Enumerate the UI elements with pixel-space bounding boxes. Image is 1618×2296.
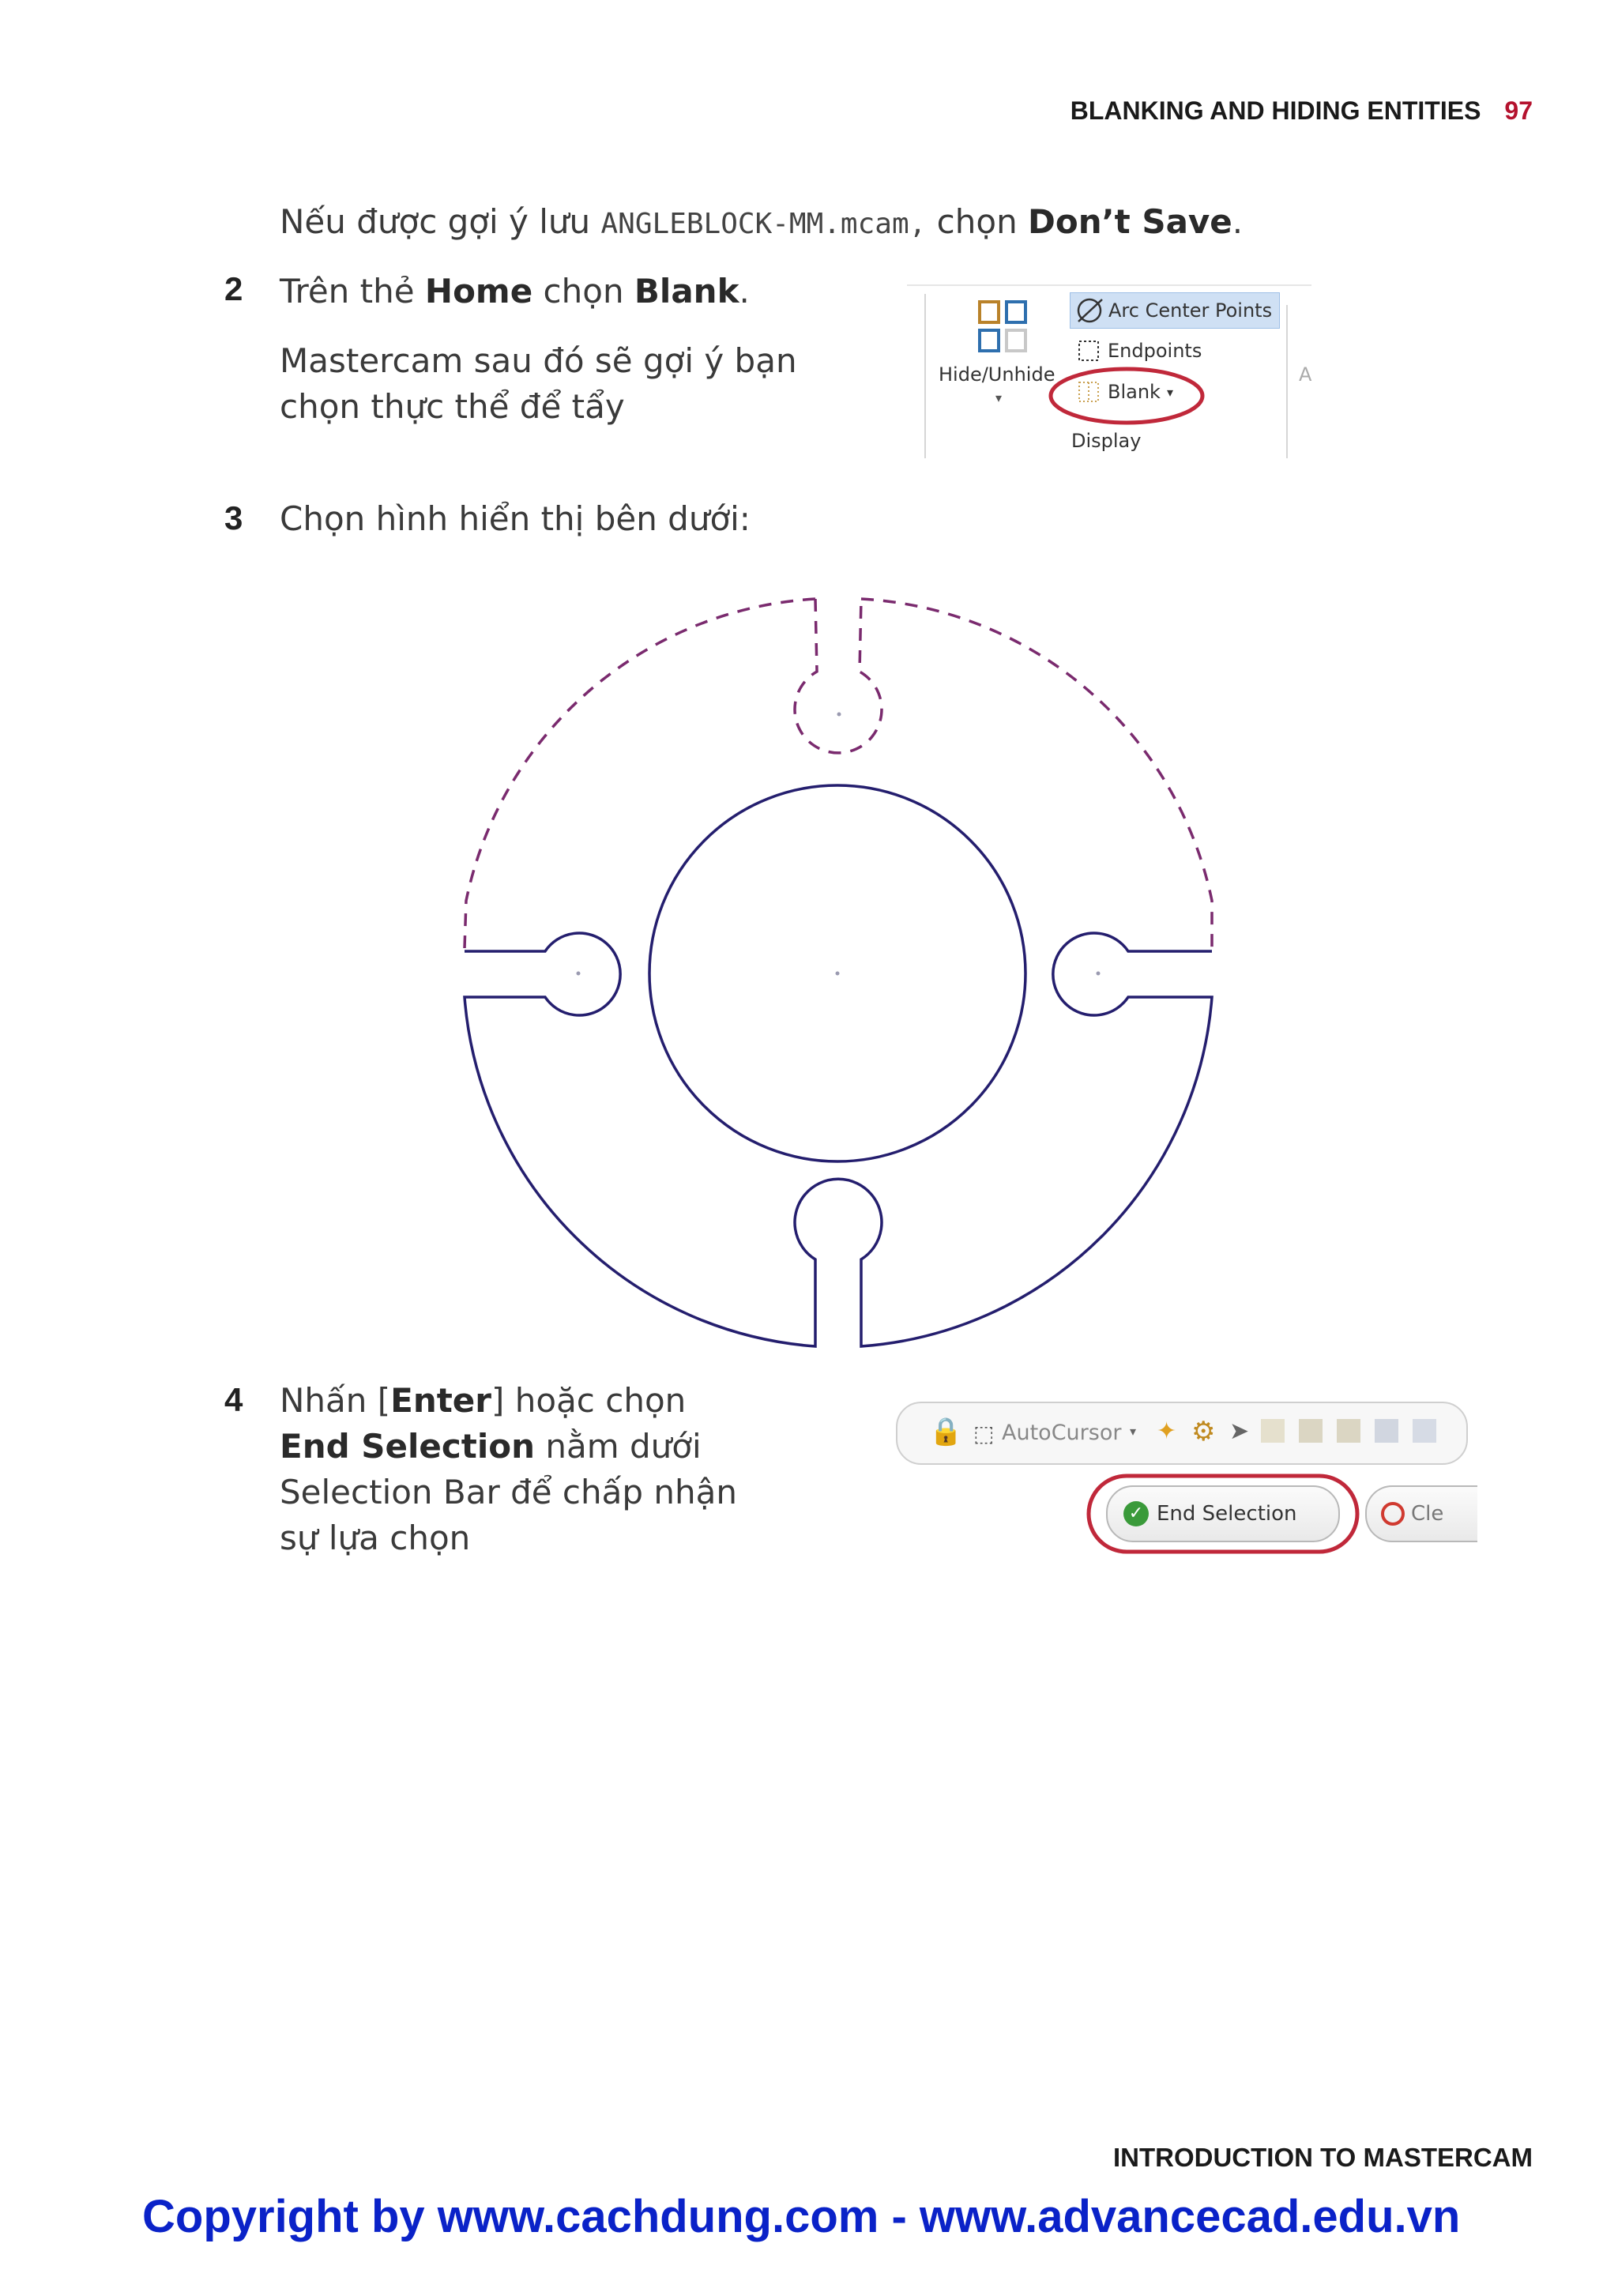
sparkle-icon[interactable]: ✦ (1157, 1417, 1177, 1445)
clear-label: Cle (1411, 1502, 1444, 1526)
running-footer: INTRODUCTION TO MASTERCAM (1112, 2143, 1533, 2172)
clear-selection-button[interactable] (1365, 1485, 1477, 1542)
step2-note-line: Mastercam sau đó sẽ gợi ý bạn (280, 341, 797, 380)
intro-paragraph (280, 199, 1243, 247)
chevron-down-icon[interactable]: ▾ (995, 390, 1003, 405)
hide-unhide-label[interactable]: Hide/Unhide (939, 363, 1055, 386)
select-mode-icon[interactable] (1337, 1419, 1360, 1443)
autocursor-dropdown[interactable]: AutoCursor (1002, 1421, 1122, 1445)
blank-command-label: Blank (634, 272, 739, 311)
intro-text-middle: chọn (926, 202, 1029, 241)
select-mode-icon[interactable] (1413, 1419, 1436, 1443)
endpoints-label: Endpoints (1108, 340, 1202, 362)
selection-mode-icons (1261, 1419, 1466, 1446)
display-group-label: Display (1071, 430, 1142, 452)
intro-text: Nếu được gợi ý lưu (280, 202, 601, 241)
hide-unhide-icon[interactable] (976, 299, 1029, 354)
step2-text-middle: chọn (532, 272, 634, 311)
step4-text: nằm dưới (535, 1427, 702, 1466)
chevron-down-icon[interactable]: ▾ (1130, 1424, 1137, 1439)
ribbon-screenshot (907, 284, 1311, 458)
step-number: 2 (224, 270, 243, 307)
blank-dropdown-icon[interactable]: ▾ (1166, 384, 1173, 400)
end-selection-highlight-oval (1086, 1473, 1360, 1555)
end-selection-text: End Selection (280, 1427, 536, 1466)
step2-note-line: chọn thực thể để tẩy (280, 387, 625, 426)
page-number: 97 (1504, 96, 1533, 125)
blank-highlight-oval (1046, 363, 1207, 428)
next-group-cut-label: A (1299, 363, 1312, 386)
step4-text: ] hoặc chọn (491, 1381, 687, 1420)
arc-center-points-button[interactable] (1070, 292, 1280, 329)
step3-instruction: Chọn hình hiển thị bên dưới: (280, 499, 751, 538)
step2-instruction (280, 269, 750, 314)
lock-icon[interactable]: 🔒 (929, 1416, 963, 1447)
outer-arc-upper-left (465, 599, 815, 948)
arc-center-points-label: Arc Center Points (1108, 299, 1273, 322)
copyright-watermark: Copyright by www.cachdung.com - www.advancecad.edu.vn (142, 2191, 1461, 2242)
blank-label: Blank (1108, 381, 1161, 403)
step4-text: Nhấn [ (280, 1381, 391, 1420)
dont-save-label: Don’t Save (1028, 202, 1232, 241)
endpoints-icon (1073, 335, 1108, 367)
lower-profile-outline (465, 933, 1212, 1346)
section-title: BLANKING AND HIDING ENTITIES (1070, 96, 1481, 125)
enter-key-label: Enter (390, 1381, 492, 1420)
select-mode-icon[interactable] (1261, 1419, 1285, 1443)
selection-bar-screenshot (891, 1400, 1454, 1563)
gear-icon[interactable]: ⚙ (1191, 1416, 1216, 1447)
ribbon-divider (924, 294, 926, 458)
outer-arc-upper-right (861, 599, 1212, 948)
running-header (1027, 96, 1533, 126)
end-selection-label: End Selection (1157, 1502, 1297, 1526)
arc-center-icon (1074, 295, 1108, 326)
home-tab-label: Home (424, 272, 533, 311)
step2-text: Trên thẻ (280, 272, 425, 311)
select-mode-icon[interactable] (1299, 1419, 1323, 1443)
remaining-outline[interactable] (465, 785, 1212, 1346)
step4-line: Selection Bar để chấp nhận (280, 1473, 737, 1511)
selected-upper-outline[interactable] (465, 599, 1212, 948)
step4-line: sự lựa chọn (280, 1519, 471, 1557)
intro-suffix: . (1232, 202, 1244, 241)
pointer-icon[interactable]: ➤ (1229, 1417, 1250, 1445)
step4-line (280, 1378, 737, 1424)
step4-instruction (280, 1378, 737, 1561)
clear-icon (1381, 1502, 1405, 1526)
check-icon: ✓ (1123, 1501, 1149, 1526)
step2-suffix: . (739, 272, 750, 311)
top-keyhole-slot (795, 599, 882, 753)
step4-line (280, 1424, 737, 1470)
ribbon-divider (1286, 305, 1288, 458)
filename: ANGLEBLOCK-MM.mcam, (600, 208, 927, 240)
step-number: 3 (224, 499, 243, 536)
select-mode-icon[interactable] (1375, 1419, 1398, 1443)
step-number: 4 (224, 1381, 243, 1418)
ribbon-top-border (907, 284, 1311, 286)
part-geometry-drawing (442, 577, 1232, 1351)
autocursor-icon[interactable]: ⬚ (973, 1421, 995, 1447)
step2-note (280, 338, 797, 430)
